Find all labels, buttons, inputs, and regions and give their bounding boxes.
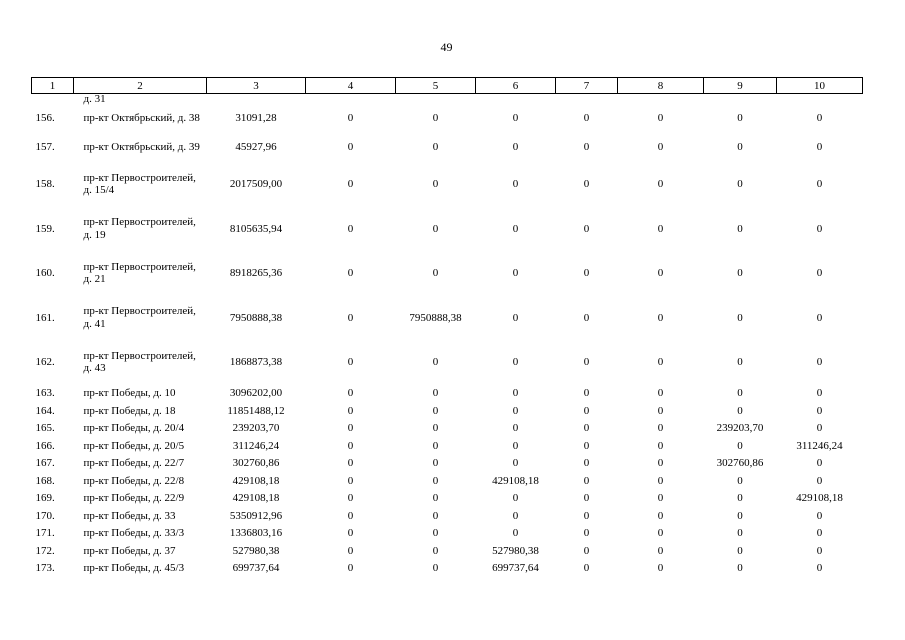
value-cell-col-8: 0 — [657, 457, 664, 470]
address-cell: пр-кт Октябрьский, д. 39 — [83, 141, 200, 154]
value-cell-col-5: 0 — [432, 474, 439, 487]
value-cell-col-5: 0 — [432, 178, 439, 191]
value-cell-col-10: 0 — [816, 404, 823, 417]
column-header: 4 — [306, 78, 396, 94]
value-cell-col-10: 0 — [816, 178, 823, 191]
table-row — [32, 437, 863, 455]
address-cell: пр-кт Победы, д. 22/9 — [83, 492, 185, 505]
data-table — [31, 77, 863, 577]
address-cell: пр-кт Победы, д. 20/4 — [83, 422, 185, 435]
value-cell-col-5: 0 — [432, 439, 439, 452]
value-cell-col-7: 0 — [583, 141, 590, 154]
address-cell: пр-кт Первостроителей, д. 19 — [83, 216, 196, 241]
value-cell-col-10: 0 — [816, 422, 823, 435]
value-cell-col-7: 0 — [583, 311, 590, 324]
row-number: 158. — [35, 178, 55, 191]
value-cell-col-9: 0 — [737, 112, 743, 125]
value-cell-col-6: 0 — [512, 311, 519, 324]
total-cell: 8918265,36 — [229, 267, 283, 280]
column-header: 3 — [207, 78, 306, 94]
value-cell-col-4: 0 — [347, 178, 354, 191]
value-cell-col-7: 0 — [583, 222, 590, 235]
value-cell-col-6: 0 — [512, 112, 519, 125]
value-cell-col-7: 0 — [583, 474, 590, 487]
value-cell-col-8: 0 — [657, 544, 664, 557]
column-header: 7 — [556, 78, 618, 94]
value-cell-col-7: 0 — [583, 178, 590, 191]
value-cell-col-7: 0 — [583, 509, 590, 522]
value-cell-col-8: 0 — [657, 404, 664, 417]
value-cell-col-10: 0 — [816, 222, 823, 235]
value-cell-col-10: 0 — [816, 267, 823, 280]
value-cell-col-6: 0 — [512, 492, 519, 505]
address-cell: пр-кт Победы, д. 22/8 — [83, 474, 185, 487]
value-cell-col-10: 0 — [816, 544, 823, 557]
value-cell-col-4: 0 — [347, 267, 354, 280]
value-cell-col-4: 0 — [347, 474, 354, 487]
row-number: 167. — [35, 457, 55, 470]
value-cell-col-5: 0 — [432, 141, 439, 154]
total-cell: 5350912,96 — [229, 509, 283, 522]
value-cell-col-8: 0 — [657, 439, 664, 452]
value-cell-col-10: 0 — [816, 509, 823, 522]
row-number: 163. — [35, 387, 55, 400]
value-cell-col-9: 0 — [737, 387, 743, 400]
value-cell-col-9: 0 — [737, 527, 743, 540]
value-cell-col-5: 0 — [432, 387, 439, 400]
value-cell-col-6: 0 — [512, 457, 519, 470]
total-cell: 239203,70 — [232, 422, 280, 435]
row-number: 168. — [35, 474, 55, 487]
table-row — [32, 104, 863, 133]
row-number: 164. — [35, 404, 55, 417]
value-cell-col-4: 0 — [347, 544, 354, 557]
value-cell-col-8: 0 — [657, 267, 664, 280]
empty-cell — [32, 94, 74, 105]
value-cell-col-9: 0 — [737, 492, 743, 505]
row-number: 172. — [35, 544, 55, 557]
value-cell-col-7: 0 — [583, 356, 590, 369]
row-number: 170. — [35, 509, 55, 522]
table-row — [32, 207, 863, 252]
value-cell-col-5: 7950888,38 — [409, 311, 462, 324]
address-cell: пр-кт Победы, д. 22/7 — [83, 457, 185, 470]
value-cell-col-5: 0 — [432, 112, 439, 125]
row-number: 166. — [35, 439, 55, 452]
table-row — [32, 525, 863, 543]
value-cell-col-9: 302760,86 — [716, 457, 764, 470]
value-cell-col-6: 0 — [512, 178, 519, 191]
value-cell-col-8: 0 — [657, 178, 664, 191]
value-cell-col-8: 0 — [657, 492, 664, 505]
value-cell-col-4: 0 — [347, 492, 354, 505]
value-cell-col-4: 0 — [347, 112, 354, 125]
total-cell: 7950888,38 — [229, 311, 283, 324]
value-cell-col-7: 0 — [583, 457, 590, 470]
value-cell-col-6: 0 — [512, 141, 519, 154]
value-cell-col-7: 0 — [583, 527, 590, 540]
address-cell: пр-кт Победы, д. 18 — [83, 404, 176, 417]
address-cell: пр-кт Победы, д. 33/3 — [83, 527, 185, 540]
value-cell-col-6: 699737,64 — [492, 562, 539, 575]
row-number: 157. — [35, 141, 55, 154]
value-cell-col-9: 0 — [737, 509, 743, 522]
table-row — [32, 420, 863, 438]
value-cell-col-7: 0 — [583, 404, 590, 417]
address-cell: пр-кт Первостроителей, д. 43 — [83, 349, 196, 375]
value-cell-col-4: 0 — [347, 356, 354, 369]
column-header: 1 — [32, 78, 74, 94]
value-cell-col-10: 0 — [816, 527, 823, 540]
table-row — [32, 455, 863, 473]
table-row — [32, 507, 863, 525]
value-cell-col-6: 0 — [512, 422, 519, 435]
value-cell-col-5: 0 — [432, 527, 439, 540]
value-cell-col-10: 429108,18 — [796, 492, 843, 505]
value-cell-col-4: 0 — [347, 311, 354, 324]
value-cell-col-4: 0 — [347, 562, 354, 575]
column-header: 2 — [74, 78, 207, 94]
value-cell-col-6: 0 — [512, 404, 519, 417]
table-row — [32, 133, 863, 162]
table-row — [32, 340, 863, 385]
value-cell-col-7: 0 — [583, 267, 590, 280]
value-cell-col-8: 0 — [657, 222, 664, 235]
column-header: 8 — [618, 78, 704, 94]
value-cell-col-5: 0 — [432, 422, 439, 435]
value-cell-col-10: 0 — [816, 387, 823, 400]
value-cell-col-7: 0 — [583, 544, 590, 557]
address-cell: пр-кт Победы, д. 45/3 — [83, 562, 185, 575]
table-row — [32, 542, 863, 560]
value-cell-col-6: 0 — [512, 267, 519, 280]
total-cell: 1336803,16 — [229, 527, 283, 540]
total-cell: 527980,38 — [232, 544, 280, 557]
value-cell-col-9: 0 — [737, 141, 743, 154]
value-cell-col-6: 0 — [512, 509, 519, 522]
value-cell-col-4: 0 — [347, 404, 354, 417]
value-cell-col-8: 0 — [657, 509, 664, 522]
value-cell-col-10: 311246,24 — [796, 439, 843, 452]
value-cell-col-5: 0 — [432, 509, 439, 522]
value-cell-col-10: 0 — [816, 474, 823, 487]
total-cell: 31091,28 — [235, 112, 277, 125]
value-cell-col-5: 0 — [432, 457, 439, 470]
column-header: 9 — [704, 78, 777, 94]
value-cell-col-4: 0 — [347, 422, 354, 435]
value-cell-col-4: 0 — [347, 439, 354, 452]
value-cell-col-6: 0 — [512, 222, 519, 235]
row-number: 173. — [35, 562, 55, 575]
value-cell-col-8: 0 — [657, 387, 664, 400]
column-header: 6 — [476, 78, 556, 94]
table-row — [32, 402, 863, 420]
table-row — [32, 472, 863, 490]
value-cell-col-9: 0 — [737, 544, 743, 557]
value-cell-col-5: 0 — [432, 492, 439, 505]
value-cell-col-5: 0 — [432, 222, 439, 235]
address-cell: пр-кт Победы, д. 10 — [83, 387, 176, 400]
value-cell-col-5: 0 — [432, 404, 439, 417]
column-header: 5 — [396, 78, 476, 94]
total-cell: 311246,24 — [232, 439, 280, 452]
continuation-row — [32, 94, 863, 105]
column-header: 10 — [777, 78, 863, 94]
empty-cell — [396, 94, 476, 105]
row-number: 160. — [35, 267, 55, 280]
address-cell: пр-кт Победы, д. 33 — [83, 509, 176, 522]
value-cell-col-9: 0 — [737, 222, 743, 235]
value-cell-col-7: 0 — [583, 387, 590, 400]
value-cell-col-8: 0 — [657, 356, 664, 369]
table-row — [32, 560, 863, 578]
row-number: 162. — [35, 356, 55, 369]
value-cell-col-4: 0 — [347, 141, 354, 154]
value-cell-col-8: 0 — [657, 311, 664, 324]
value-cell-col-7: 0 — [583, 422, 590, 435]
total-cell: 11851488,12 — [227, 404, 285, 417]
value-cell-col-6: 0 — [512, 387, 519, 400]
value-cell-col-4: 0 — [347, 387, 354, 400]
value-cell-col-9: 0 — [737, 404, 743, 417]
empty-cell — [306, 94, 396, 105]
table-row — [32, 251, 863, 296]
value-cell-col-8: 0 — [657, 422, 664, 435]
value-cell-col-7: 0 — [583, 439, 590, 452]
empty-cell — [777, 94, 863, 105]
value-cell-col-10: 0 — [816, 112, 823, 125]
row-number: 161. — [35, 311, 55, 324]
value-cell-col-10: 0 — [816, 311, 823, 324]
total-cell: 45927,96 — [235, 141, 277, 154]
value-cell-col-8: 0 — [657, 474, 664, 487]
row-number: 165. — [35, 422, 55, 435]
total-cell: 429108,18 — [232, 474, 280, 487]
empty-cell — [556, 94, 618, 105]
value-cell-col-8: 0 — [657, 112, 664, 125]
value-cell-col-5: 0 — [432, 562, 439, 575]
value-cell-col-4: 0 — [347, 457, 354, 470]
table-row — [32, 296, 863, 341]
address-continuation: д. 31 — [83, 93, 106, 105]
address-cell: пр-кт Первостроителей, д. 41 — [83, 305, 196, 330]
address-cell: пр-кт Победы, д. 20/5 — [83, 439, 185, 452]
value-cell-col-9: 0 — [737, 267, 743, 280]
value-cell-col-5: 0 — [432, 544, 439, 557]
empty-cell — [704, 94, 777, 105]
value-cell-col-6: 0 — [512, 356, 519, 369]
row-number: 159. — [35, 222, 55, 235]
value-cell-col-10: 0 — [816, 356, 823, 369]
value-cell-col-4: 0 — [347, 509, 354, 522]
total-cell: 3096202,00 — [229, 387, 283, 400]
address-cell: пр-кт Октябрьский, д. 38 — [83, 112, 200, 125]
value-cell-col-7: 0 — [583, 562, 590, 575]
value-cell-col-5: 0 — [432, 356, 439, 369]
empty-cell — [618, 94, 704, 105]
value-cell-col-7: 0 — [583, 492, 590, 505]
address-cell: пр-кт Первостроителей, д. 15/4 — [83, 171, 196, 197]
address-cell: пр-кт Первостроителей, д. 21 — [83, 260, 196, 286]
value-cell-col-9: 0 — [737, 356, 743, 369]
total-cell: 429108,18 — [232, 492, 280, 505]
value-cell-col-6: 429108,18 — [492, 474, 539, 487]
table-header-row — [32, 78, 863, 94]
value-cell-col-9: 0 — [737, 178, 743, 191]
address-cell: пр-кт Победы, д. 37 — [83, 544, 176, 557]
value-cell-col-9: 0 — [737, 311, 743, 324]
total-cell: 699737,64 — [232, 562, 280, 575]
value-cell-col-9: 0 — [737, 439, 743, 452]
total-cell: 8105635,94 — [229, 222, 283, 235]
value-cell-col-8: 0 — [657, 141, 664, 154]
page-number: 49 — [440, 40, 453, 54]
empty-cell — [476, 94, 556, 105]
value-cell-col-6: 527980,38 — [492, 544, 539, 557]
value-cell-col-6: 0 — [512, 527, 519, 540]
total-cell: 2017509,00 — [229, 178, 283, 191]
value-cell-col-5: 0 — [432, 267, 439, 280]
total-cell: 302760,86 — [232, 457, 280, 470]
value-cell-col-9: 0 — [737, 474, 743, 487]
value-cell-col-10: 0 — [816, 562, 823, 575]
empty-cell — [207, 94, 306, 105]
value-cell-col-10: 0 — [816, 457, 823, 470]
value-cell-col-4: 0 — [347, 527, 354, 540]
total-cell: 1868873,38 — [229, 356, 283, 369]
value-cell-col-8: 0 — [657, 527, 664, 540]
value-cell-col-4: 0 — [347, 222, 354, 235]
value-cell-col-7: 0 — [583, 112, 590, 125]
value-cell-col-9: 0 — [737, 562, 743, 575]
row-number: 171. — [35, 527, 55, 540]
value-cell-col-10: 0 — [816, 141, 823, 154]
table-row — [32, 490, 863, 508]
value-cell-col-6: 0 — [512, 439, 519, 452]
table-row — [32, 385, 863, 403]
value-cell-col-9: 239203,70 — [716, 422, 764, 435]
row-number: 169. — [35, 492, 55, 505]
value-cell-col-8: 0 — [657, 562, 664, 575]
row-number: 156. — [35, 112, 55, 125]
table-row — [32, 162, 863, 207]
